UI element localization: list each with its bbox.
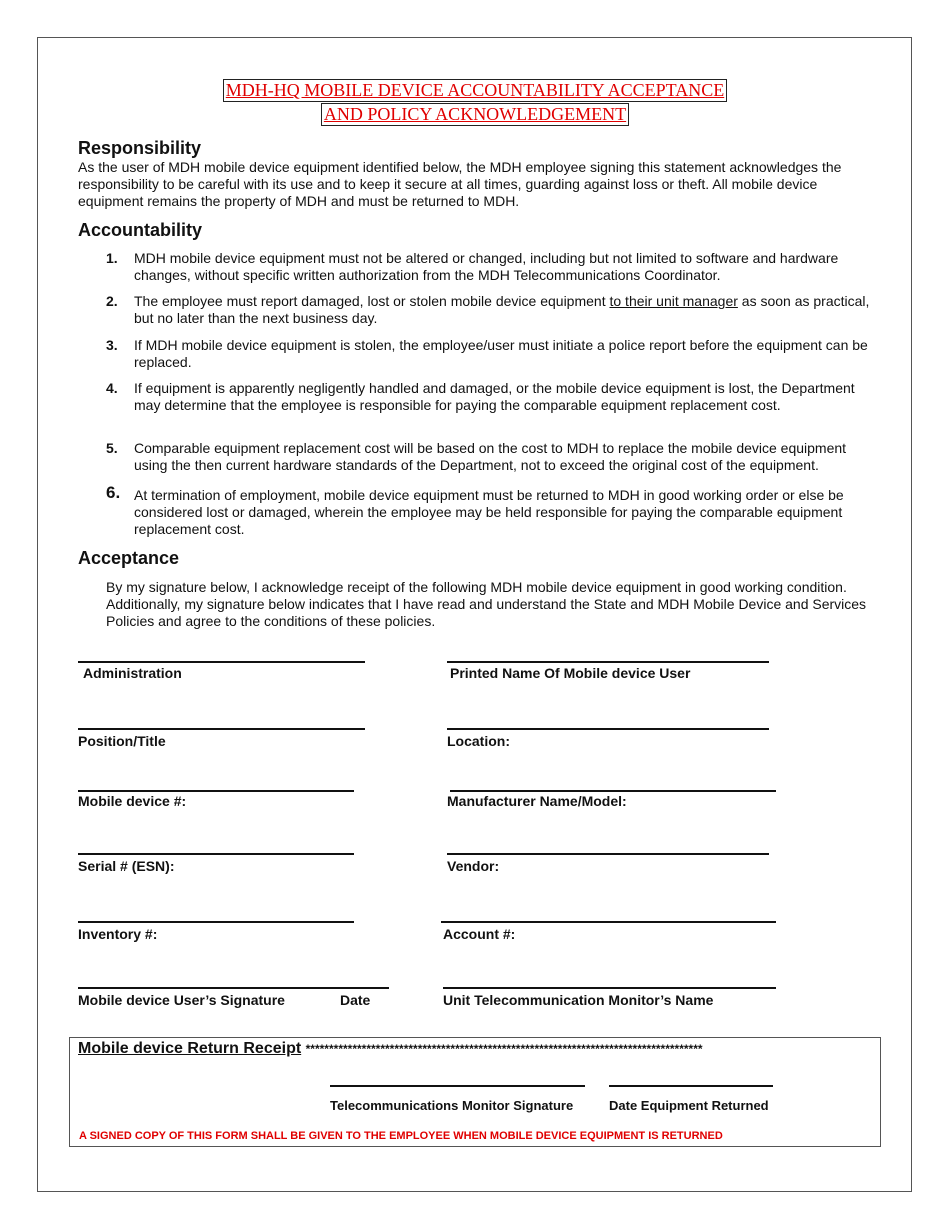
position-label: Position/Title [78,733,166,749]
inventory-label: Inventory #: [78,926,158,942]
monitor-signature-line[interactable] [330,1085,585,1087]
mobile-number-label: Mobile device #: [78,793,187,809]
receipt-stars: ************************************************************************************* [305,1042,703,1056]
list-number: 3. [106,337,118,353]
responsibility-text: As the user of MDH mobile device equipment identified below, the MDH employee signing this statement acknowledges the responsibility to be careful with its use and to keep it secure at all times, guarding against loss or theft. All mobile device equipment remains the property of MDH and must be returned to MDH. [78,159,842,209]
list-item [106,380,876,414]
administration-label: Administration [83,665,182,681]
return-receipt-heading: Mobile device Return Receipt [78,1040,302,1057]
return-receipt-title [78,1040,703,1058]
list-text [134,293,876,327]
monitor-signature-label: Telecommunications Monitor Signature [330,1098,574,1113]
list-text: If equipment is apparently negligently handled and damaged, or the mobile device equipment is lost, the Department may determine that the employee is responsible for paying the comparable equipment replacement cost. [134,380,855,413]
return-notice: A SIGNED COPY OF THIS FORM SHALL BE GIVEN TO THE EMPLOYEE WHEN MOBILE DEVICE EQUIPMENT IS RETURNED [79,1130,723,1142]
manufacturer-label: Manufacturer Name/Model: [447,793,627,809]
printed-name-label: Printed Name Of Mobile device User [450,665,691,681]
underlined-phrase: to their unit manager [609,293,738,309]
position-line[interactable] [78,728,365,730]
monitor-name-line[interactable] [443,987,776,989]
list-text: At termination of employment, mobile device equipment must be returned to MDH in good working order or else be considered lost or damaged, wherein the employee may be held responsible for paying the comparable equipment replacement cost. [134,487,844,537]
acceptance-heading: Acceptance [78,548,180,568]
serial-line[interactable] [78,853,354,855]
manufacturer-line[interactable] [450,790,776,792]
acceptance-text: By my signature below, I acknowledge receipt of the following MDH mobile device equipment in good working condition. Additionally, my signature below indicates that I have read and understand the State and MDH Mobile Device and Services Policies and agree to the conditions of these policies. [106,579,867,629]
responsibility-heading: Responsibility [78,138,202,158]
list-item [106,440,876,474]
list-text-pre: The employee must report damaged, lost or stolen mobile device equipment [134,293,610,309]
printed-name-line[interactable] [447,661,769,663]
list-text: If MDH mobile device equipment is stolen, the employee/user must initiate a police report before the equipment can be replaced. [134,337,868,370]
list-item [106,483,876,538]
list-number: 6. [106,483,121,502]
list-text: Comparable equipment replacement cost will be based on the cost to MDH to replace the mobile device equipment using the then current hardware standards of the Department, not to exceed the original cost of the equipment. [134,440,847,473]
account-line[interactable] [441,921,776,923]
list-item [106,293,876,327]
form-title [0,79,950,127]
serial-label: Serial # (ESN): [78,858,175,874]
mobile-number-line[interactable] [78,790,354,792]
list-text: MDH mobile device equipment must not be altered or changed, including but not limited to software and hardware changes, without specific written authorization from the MDH Telecommunications Coordinator. [134,250,839,283]
list-item [106,337,876,371]
user-signature-line[interactable] [78,987,389,989]
list-item [106,250,876,284]
list-number: 4. [106,380,118,396]
date-returned-label: Date Equipment Returned [609,1098,769,1113]
inventory-line[interactable] [78,921,354,923]
location-line[interactable] [447,728,769,730]
user-signature-label: Mobile device User’s Signature [78,992,285,1008]
account-label: Account #: [443,926,516,942]
vendor-label: Vendor: [447,858,500,874]
list-number: 1. [106,250,118,266]
location-label: Location: [447,733,510,749]
signature-date-label: Date [340,992,371,1008]
list-text-post: as soon as practical, but no later than the next business day. [134,293,870,326]
title-line-2: AND POLICY ACKNOWLEDGEMENT [321,103,629,126]
administration-line[interactable] [78,661,365,663]
accountability-heading: Accountability [78,220,203,240]
title-line-1: MDH-HQ MOBILE DEVICE ACCOUNTABILITY ACCEPTANCE [223,79,727,102]
vendor-line[interactable] [447,853,769,855]
monitor-name-label: Unit Telecommunication Monitor’s Name [443,992,714,1008]
list-number: 5. [106,440,118,456]
date-returned-line[interactable] [609,1085,773,1087]
list-number: 2. [106,293,118,309]
